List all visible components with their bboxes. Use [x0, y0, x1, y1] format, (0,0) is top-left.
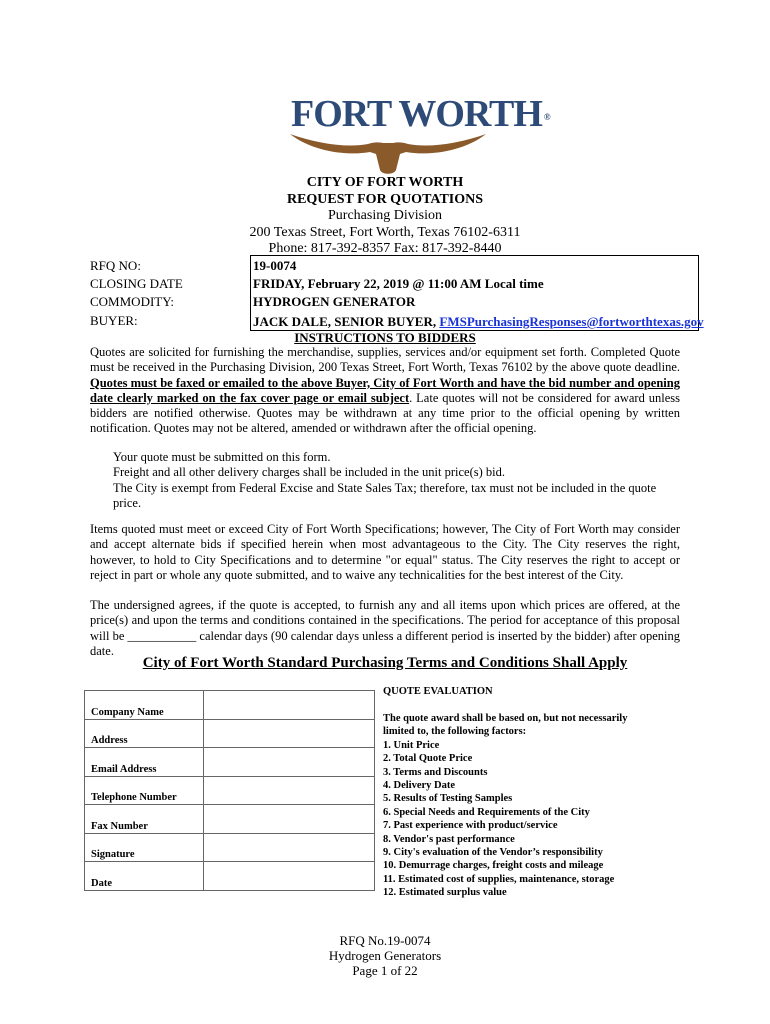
list-item: 12. Estimated surplus value — [383, 887, 507, 899]
footer-commodity: Hydrogen Generators — [328, 948, 442, 963]
date-label: Date — [85, 862, 204, 891]
list-item: 4. Delivery Date — [383, 780, 456, 792]
longhorn-icon — [288, 130, 488, 176]
list-item: 5. Results of Testing Samples — [383, 793, 513, 805]
signature-label: Signature — [85, 833, 204, 862]
table-row — [85, 719, 375, 748]
terms-title: City of Fort Worth Standard Purchasing Terms and Conditions Shall Apply — [142, 655, 628, 671]
company-name-field[interactable] — [204, 691, 375, 720]
instructions-list — [113, 450, 678, 511]
city-title: CITY OF FORT WORTH — [306, 175, 464, 190]
buyer-email-link[interactable]: FMSPurchasingResponses@fortworthtexas.gov — [439, 314, 704, 329]
buyer-label: BUYER: — [90, 313, 138, 328]
table-row — [85, 691, 375, 720]
fort-worth-logo — [288, 92, 550, 176]
rfq-no-value: 19-0074 — [253, 258, 297, 273]
header-block — [0, 175, 770, 258]
date-field[interactable] — [204, 862, 375, 891]
table-row — [85, 833, 375, 862]
page-footer — [0, 933, 770, 978]
list-item: The City is exempt from Federal Excise and State Sales Tax; therefore, tax must not be included in the quote price. — [113, 480, 657, 510]
table-row — [85, 776, 375, 805]
quote-evaluation-title: QUOTE EVALUATION — [383, 686, 493, 697]
list-item: 7. Past experience with product/service — [383, 820, 558, 832]
commodity-value: HYDROGEN GENERATOR — [253, 294, 416, 309]
instructions-paragraph: Quotes are solicited for furnishing the merchandise, supplies, services and/or equipment set forth. Completed Quote must be received in the Purchasing Division, 200 Texas Street, Fort Worth, Texas 76102 by the above quote deadline. Quotes must be faxed or emailed to the above Buyer, City of Fort Worth and have the bid number and opening date clearly marked on the fax cover page or email subject. Late quotes will not be considered for award unless bidders are notified otherwise. Quotes may be withdrawn at any time prior to the official opening by written notification. Quotes may not be altered, amended or withdrawn after the official opening. — [90, 345, 680, 436]
signature-field[interactable] — [204, 833, 375, 862]
bidder-info-table — [84, 690, 375, 891]
rfq-title: REQUEST FOR QUOTATIONS — [286, 191, 484, 207]
buyer-value: JACK DALE, SENIOR BUYER, FMSPurchasingResponses@fortworthtexas.gov — [253, 314, 704, 329]
address-field[interactable] — [204, 719, 375, 748]
table-row — [85, 805, 375, 834]
closing-date-label: CLOSING DATE — [90, 276, 183, 291]
list-item: Your quote must be submitted on this form. — [113, 450, 331, 464]
address-label: Address — [85, 719, 204, 748]
list-item: 8. Vendor's past performance — [383, 833, 515, 845]
list-item: 1. Unit Price — [383, 739, 440, 751]
list-item: 10. Demurrage charges, freight costs and mileage — [383, 860, 604, 872]
table-row — [85, 862, 375, 891]
fax-field[interactable] — [204, 805, 375, 834]
list-item: Freight and all other delivery charges shall be included in the unit price(s) bid. — [113, 465, 506, 480]
list-item: 6. Special Needs and Requirements of the City — [383, 806, 590, 818]
acceptance-paragraph: The undersigned agrees, if the quote is accepted, to furnish any and all items upon which prices are offered, at the price(s) and upon the terms and conditions contained in the specifications. The period for acceptance of this proposal will be ___________ calendar days (90 calendar days unless a different period is inserted by the bidder) after opening date. — [90, 598, 680, 658]
page-number: Page 1 of 22 — [352, 963, 418, 978]
specifications-paragraph: Items quoted must meet or exceed City of Fort Worth Specifications; however, The City of Fort Worth may consider and accept alternate bids if specified herein when most advantageous to the City. The City reserves the right, however, to hold to City Specifications and to determine "or equal" status. The City reserves the right to accept or reject in part or whole any quote submitted, and to waive any technicalities for the best interest of the City. — [90, 522, 680, 582]
table-row — [85, 748, 375, 777]
telephone-label: Telephone Number — [85, 776, 204, 805]
logo-wordmark: FORT WORTH ® — [291, 93, 550, 135]
closing-date-value: FRIDAY, February 22, 2019 @ 11:00 AM Local time — [253, 276, 544, 291]
email-label: Email Address — [85, 748, 204, 777]
division: Purchasing Division — [328, 208, 442, 223]
email-field[interactable] — [204, 748, 375, 777]
fax-label: Fax Number — [85, 805, 204, 834]
address: 200 Texas Street, Fort Worth, Texas 76102-6311 — [249, 224, 521, 240]
phone-fax: Phone: 817-392-8357 Fax: 817-392-8440 — [268, 241, 502, 256]
company-name-label: Company Name — [85, 691, 204, 720]
footer-rfq: RFQ No.19-0074 — [339, 933, 431, 948]
telephone-field[interactable] — [204, 776, 375, 805]
list-item: 3. Terms and Discounts — [383, 766, 488, 778]
instructions-title: INSTRUCTIONS TO BIDDERS — [294, 330, 476, 345]
quote-evaluation-list: The quote award shall be based on, but not necessarily limited to, the following factors: 1. Unit Price 2. Total Quote Price 3. Terms and Discounts 4. Delivery Date 5. Results of Testing Samples 6. Special Needs and Requirements of the City 7. Past experience with product/service 8. Vendor's past performance 9. City's evaluation of the Vendor’s responsibility 10. Demurrage charges, freight costs and mileage 11. Estimated cost of supplies, maintenance, storage 12. Estimated surplus value — [383, 713, 628, 899]
commodity-label: COMMODITY: — [90, 294, 175, 309]
list-item: 11. Estimated cost of supplies, maintenance, storage — [383, 873, 615, 885]
list-item: 9. City's evaluation of the Vendor’s responsibility — [383, 847, 603, 859]
rfq-no-label: RFQ NO: — [90, 258, 141, 273]
list-item: 2. Total Quote Price — [383, 753, 473, 765]
